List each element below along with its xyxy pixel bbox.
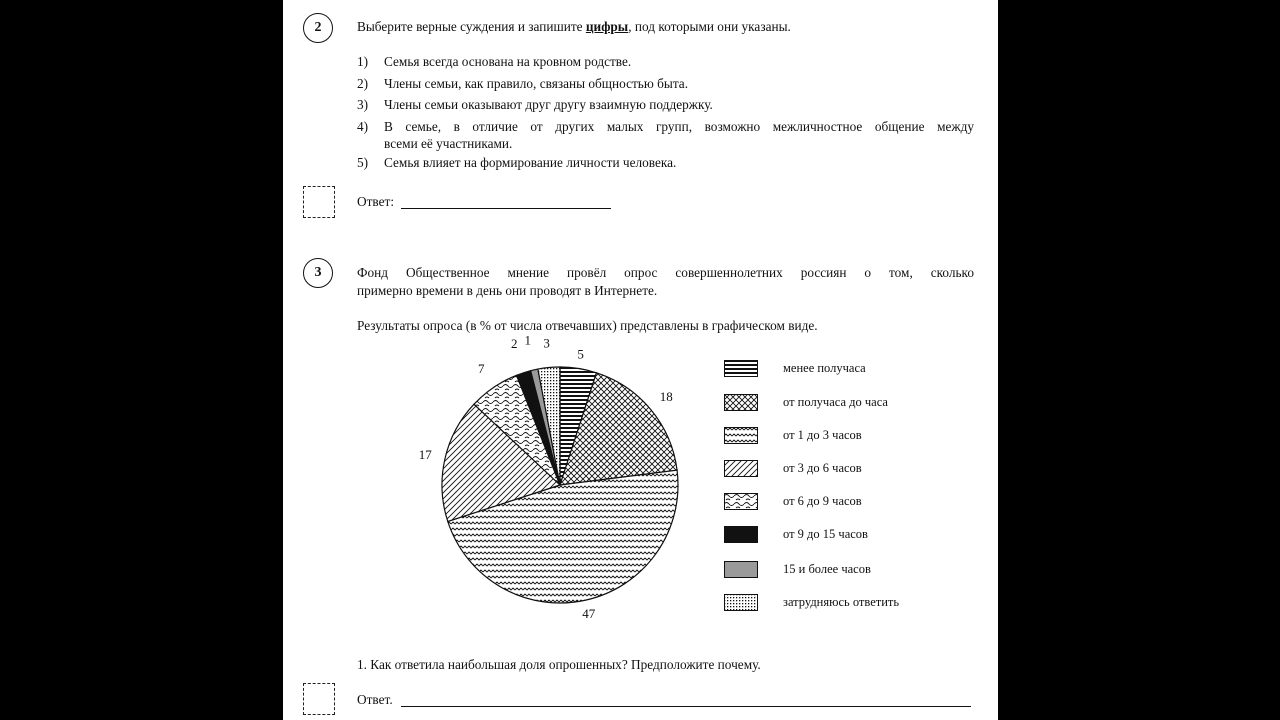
option-text: В семье, в отличие от других малых групп, возможно межличностное общение между	[384, 119, 974, 134]
legend-label: от 1 до 3 часов	[783, 428, 862, 442]
option-number: 3)	[357, 97, 369, 112]
option-number: 4)	[357, 119, 369, 134]
option-text: Семья всегда основана на кровном родстве.	[384, 54, 632, 69]
pie-data-label: 47	[582, 605, 596, 621]
option-number: 1)	[357, 54, 369, 69]
option-text-continued: всеми её участниками.	[384, 136, 513, 151]
prompt-text-end: , под которыми они указаны.	[628, 19, 791, 34]
option-number: 5)	[357, 155, 369, 170]
legend-swatch	[724, 594, 758, 611]
legend-swatch	[724, 427, 758, 444]
question-2-number: 2	[303, 13, 333, 43]
answer-label-q2: Ответ:	[357, 194, 395, 209]
legend-label: от получаса до часа	[783, 395, 888, 409]
answer-box-q3[interactable]	[303, 683, 335, 715]
legend-label: затрудняюсь ответить	[783, 595, 900, 609]
answer-label-q3: Ответ.	[357, 692, 393, 707]
question-3-intro: Фонд Общественное мнение провёл опрос совершеннолетних россиян о том, сколько	[357, 265, 974, 280]
results-caption: Результаты опроса (в % от числа отвечавших) представлены в графическом виде.	[357, 318, 818, 333]
legend-swatch	[724, 360, 758, 377]
legend-swatch	[724, 460, 758, 477]
legend-swatch	[724, 526, 758, 543]
answer-box-q2[interactable]	[303, 186, 335, 218]
legend-label: от 9 до 15 часов	[783, 527, 868, 541]
legend-label: 15 и более часов	[783, 562, 871, 576]
legend-swatch	[724, 394, 758, 411]
option-text: Члены семьи оказывают друг другу взаимную поддержку.	[384, 97, 713, 112]
legend-label: менее получаса	[783, 361, 866, 375]
option-text: Семья влияет на формирование личности человека.	[384, 155, 677, 170]
answer-line-q3[interactable]	[401, 706, 971, 707]
pie-data-label: 3	[543, 335, 550, 351]
legend-label: от 6 до 9 часов	[783, 494, 862, 508]
worksheet-page	[283, 0, 998, 720]
prompt-emphasis: цифры	[585, 19, 629, 34]
answer-line-q2[interactable]	[401, 208, 611, 209]
sub-question-1: 1. Как ответила наибольшая доля опрошенных? Предположите почему.	[357, 657, 761, 672]
pie-data-label: 18	[659, 389, 673, 404]
pie-chart	[283, 335, 998, 635]
prompt-text: Выберите верные суждения и запишите	[357, 19, 586, 34]
pie-data-label: 5	[577, 346, 584, 362]
legend-swatch	[724, 561, 758, 578]
option-number: 2)	[357, 76, 369, 91]
pie-data-label: 7	[478, 361, 485, 377]
option-text: Члены семьи, как правило, связаны общностью быта.	[384, 76, 689, 91]
question-3-intro-continued: примерно времени в день они проводят в Интернете.	[357, 283, 658, 298]
pie-data-label: 1	[524, 335, 531, 348]
pie-data-label: 2	[511, 336, 518, 352]
question-2-prompt	[357, 18, 791, 36]
legend-label: от 3 до 6 часов	[783, 461, 862, 475]
question-3-number: 3	[303, 258, 333, 288]
pie-data-label: 17	[418, 446, 432, 462]
legend-swatch	[724, 493, 758, 510]
